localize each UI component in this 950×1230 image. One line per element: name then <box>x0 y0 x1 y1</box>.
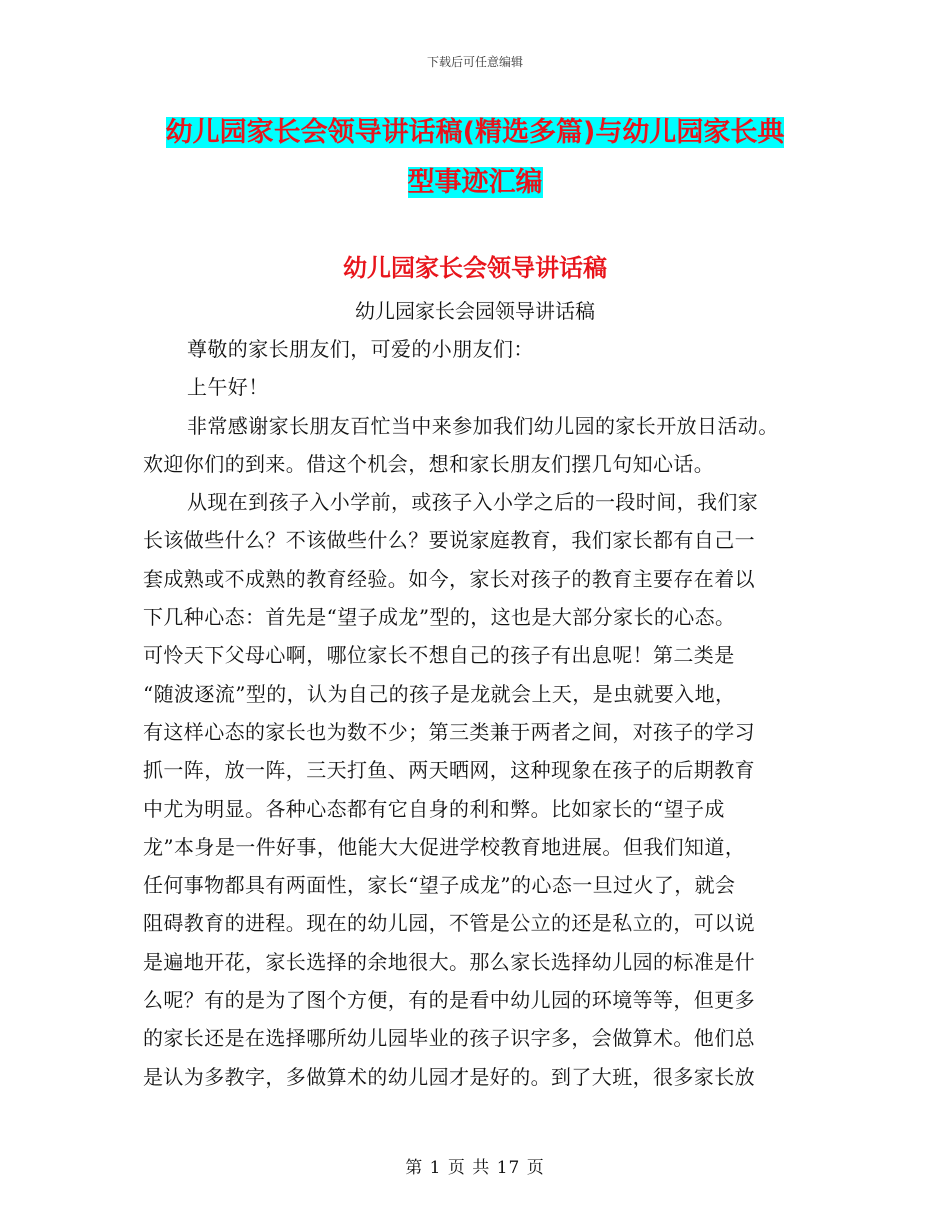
body-line: 抓一阵，放一阵，三天打鱼、两天晒网，这种现象在孩子的后期教育 <box>143 758 755 783</box>
body-line: 可怜天下父母心啊，哪位家长不想自己的孩子有出息呢！第二类是 <box>143 643 735 668</box>
body-line: 尊敬的家长朋友们，可爱的小朋友们： <box>187 337 534 361</box>
header-note: 下载后可任意编辑 <box>426 55 523 69</box>
body-line: 任何事物都具有两面性，家长“望子成龙”的心态一旦过火了，就会 <box>143 873 736 898</box>
body-line: 上午好！ <box>187 375 269 400</box>
body-line: 非常感谢家长朋友百忙当中来参加我们幼儿园的家长开放日活动。 <box>187 413 779 438</box>
section-title: 幼儿园家长会领导讲话稿 <box>343 254 607 282</box>
body-line: 中尤为明显。各种心态都有它自身的利和弊。比如家长的“望子成 <box>143 796 725 821</box>
page-footer: 第 1 页 共 17 页 <box>405 1158 545 1178</box>
body-line: 是认为多教字，多做算术的幼儿园才是好的。到了大班，很多家长放 <box>143 1064 755 1089</box>
body-text <box>143 330 813 1096</box>
body-line: 的家长还是在选择哪所幼儿园毕业的孩子识字多，会做算术。他们总 <box>143 1026 755 1051</box>
document-title <box>140 108 810 208</box>
body-line: “随波逐流”型的，认为自己的孩子是龙就会上天，是虫就要入地， <box>143 681 736 706</box>
body-line: 长该做些什么？不该做些什么？要说家庭教育，我们家长都有自己一 <box>143 528 755 553</box>
body-line: 有这样心态的家长也为数不少；第三类兼于两者之间，对孩子的学习 <box>143 719 755 744</box>
speech-title: 幼儿园家长会园领导讲话稿 <box>355 299 595 323</box>
body-line: 下几种心态：首先是“望子成龙”型的，这也是大部分家长的心态。 <box>143 605 736 630</box>
body-line: 龙”本身是一件好事，他能大大促进学校教育地进展。但我们知道， <box>143 834 746 859</box>
body-line: 阻碍教育的进程。现在的幼儿园，不管是公立的还是私立的，可以说 <box>143 911 755 936</box>
body-line: 么呢？有的是为了图个方便，有的是看中幼儿园的环境等等，但更多 <box>143 988 755 1013</box>
body-line: 欢迎你们的到来。借这个机会，想和家长朋友们摆几句知心话。 <box>143 451 715 476</box>
body-line: 是遍地开花，家长选择的余地很大。那么家长选择幼儿园的标准是什 <box>143 949 755 974</box>
document-title-line-2: 型事迹汇编 <box>407 167 543 198</box>
document-title-line-1: 幼儿园家长会领导讲话稿(精选多篇)与幼儿园家长典 <box>165 117 785 148</box>
body-line: 套成熟或不成熟的教育经验。如今，家长对孩子的教育主要存在着以 <box>143 566 755 591</box>
body-line: 从现在到孩子入小学前，或孩子入小学之后的一段时间，我们家 <box>187 490 759 515</box>
